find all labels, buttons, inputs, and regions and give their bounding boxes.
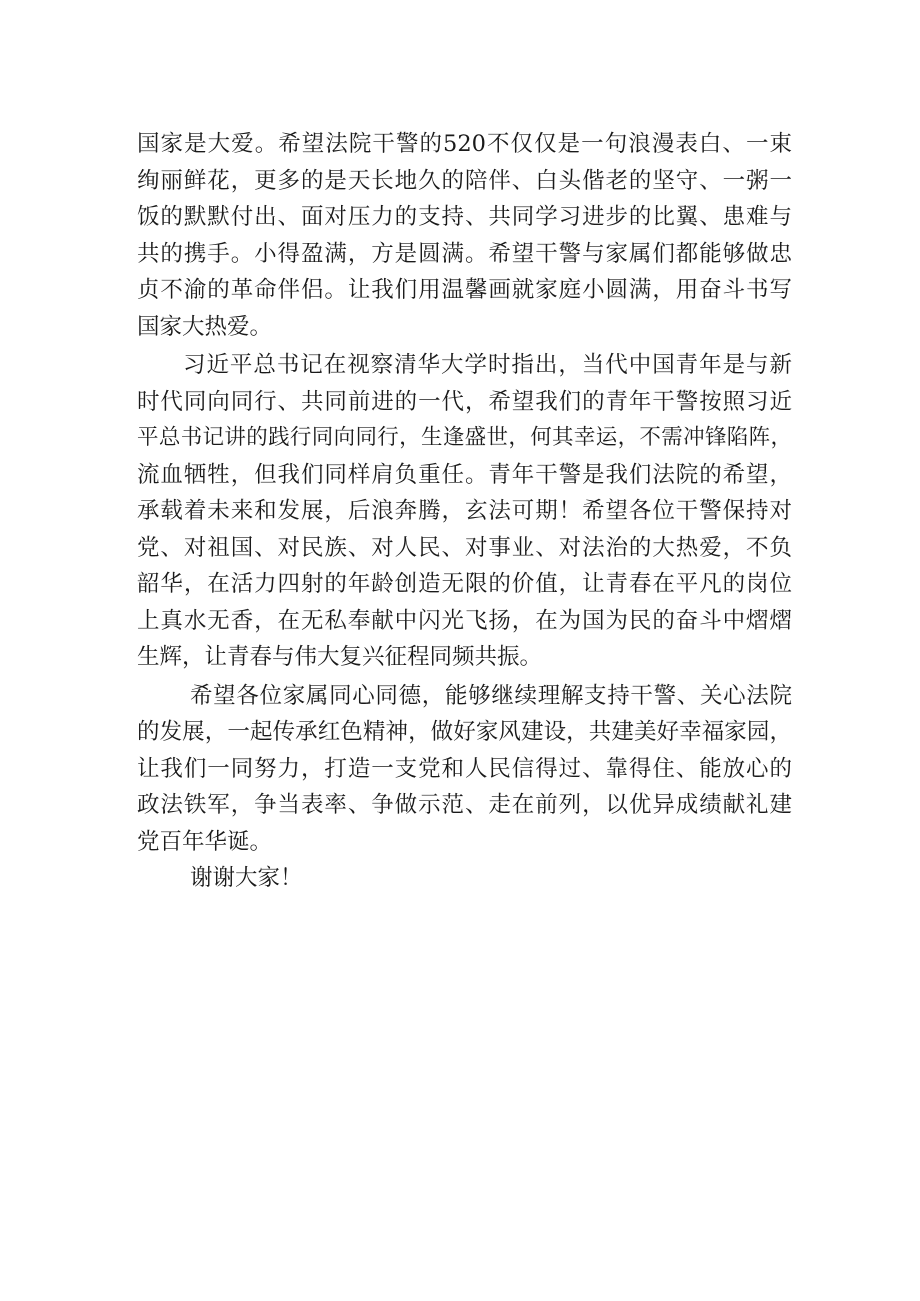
document-body bbox=[137, 126, 792, 897]
text-line: 贞不渝的革命伴侣。让我们用温馨画就家庭小圆满，用奋斗书写 bbox=[137, 277, 792, 303]
text-line: 国家大热爱。 bbox=[137, 313, 273, 340]
paragraph-4 bbox=[137, 860, 792, 897]
text-line: 生辉，让青春与伟大复兴征程同频共振。 bbox=[137, 644, 543, 670]
text-line: 国家是大爱。希望法院干警的520不仅仅是一句浪漫表白、一束 bbox=[137, 131, 792, 157]
text-line: 习近平总书记在视察清华大学时指出，当代中国青年是与新 bbox=[183, 352, 792, 378]
text-line: 韶华，在活力四射的年龄创造无限的价值，让青春在平凡的岗位 bbox=[137, 571, 792, 597]
text-line: 的发展，一起传承红色精神，做好家风建设，共建美好幸福家园， bbox=[137, 719, 792, 745]
text-line: 绚丽鲜花，更多的是天长地久的陪伴、白头偕老的坚守、一粥一 bbox=[137, 167, 792, 194]
text-line: 饭的默默付出、面对压力的支持、共同学习进步的比翼、患难与 bbox=[137, 204, 792, 230]
paragraph-3 bbox=[137, 678, 792, 861]
text-line: 平总书记讲的践行同向同行，生逢盛世，何其幸运，不需冲锋陷阵， bbox=[137, 425, 792, 450]
text-line: 让我们一同努力，打造一支党和人民信得过、靠得住、能放心的 bbox=[137, 755, 792, 782]
paragraph-2 bbox=[137, 347, 792, 676]
text-line: 党百年华诞。 bbox=[137, 828, 273, 855]
text-line: 希望各位家属同心同德，能够继续理解支持干警、关心法院 bbox=[190, 682, 792, 709]
text-line: 共的携手。小得盈满，方是圆满。希望干警与家属们都能够做忠 bbox=[137, 240, 792, 267]
closing-line: 谢谢大家！ bbox=[190, 865, 303, 891]
text-line: 流血牺牲，但我们同样肩负重任。青年干警是我们法院的希望， bbox=[137, 461, 792, 488]
paragraph-1 bbox=[137, 126, 792, 345]
text-line: 承载着未来和发展，后浪奔腾，玄法可期！希望各位干警保持对 bbox=[137, 498, 792, 524]
text-line: 政法铁军，争当表率、争做示范、走在前列，以优异成绩献礼建 bbox=[137, 792, 792, 818]
text-line: 党、对祖国、对民族、对人民、对事业、对法治的大热爱，不负 bbox=[137, 534, 792, 561]
text-line: 上真水无香，在无私奉献中闪光飞扬，在为国为民的奋斗中熠熠 bbox=[137, 607, 792, 634]
text-line: 时代同向同行、共同前进的一代，希望我们的青年干警按照习近 bbox=[137, 388, 792, 415]
